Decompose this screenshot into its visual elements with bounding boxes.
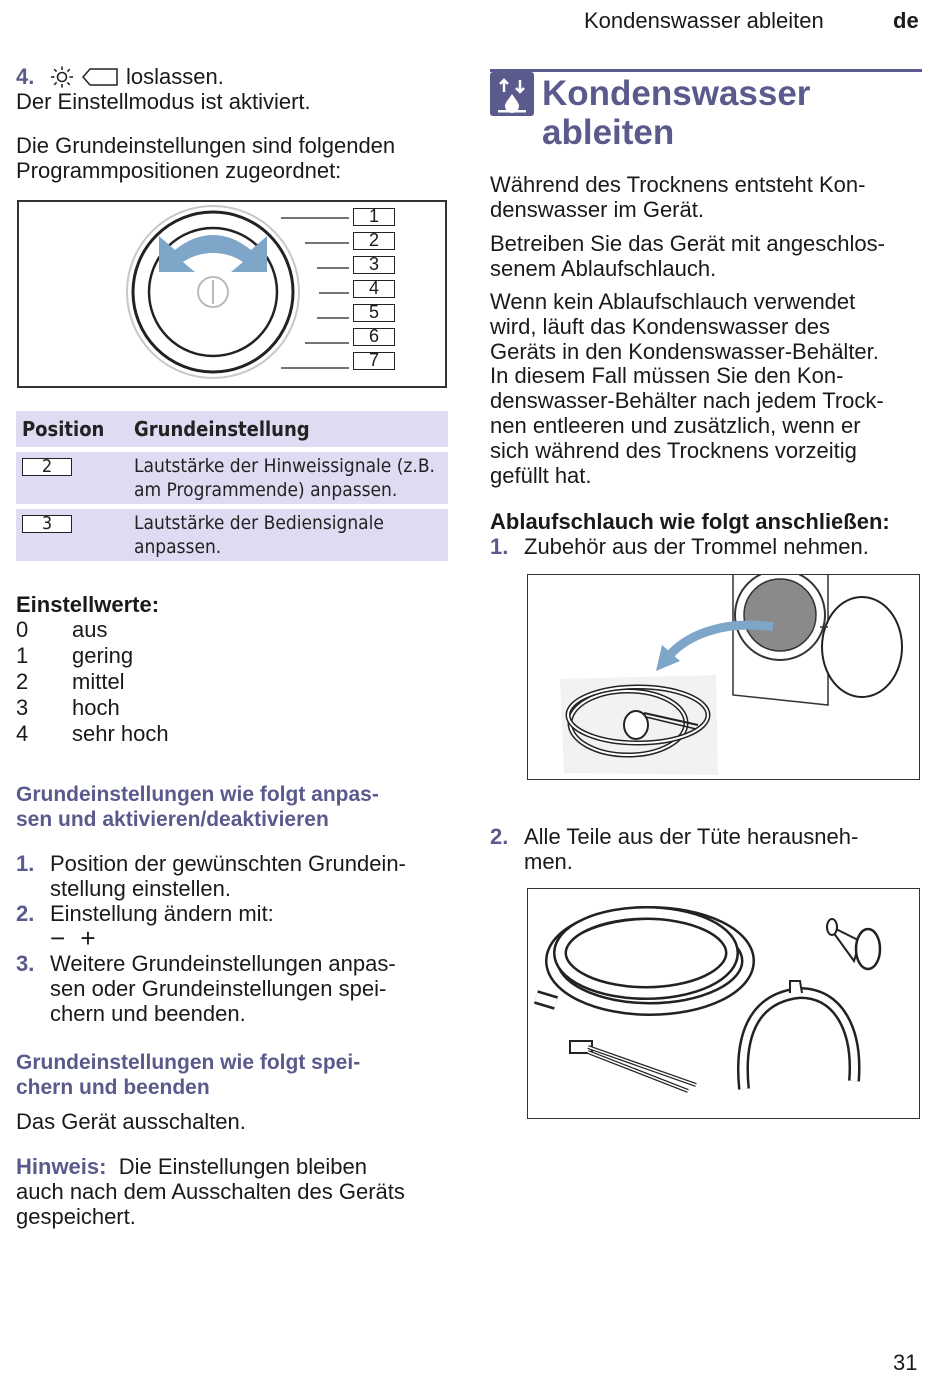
row-position: 3: [22, 515, 72, 533]
paragraph-2: Betreiben Sie das Gerät mit angeschlos- senem Ablaufschlauch.: [490, 231, 885, 281]
settings-table: [16, 406, 448, 566]
steps-list: [16, 851, 456, 1026]
language-tag: de: [893, 8, 919, 33]
step-4-text: loslassen.: [126, 64, 224, 89]
step-4-sub: Der Einstellmodus ist aktiviert.: [16, 89, 311, 114]
row-desc-line2: am Programmende) anpassen.: [134, 479, 398, 501]
page-number: 31: [893, 1350, 918, 1375]
list-item: 2. Einstellung ändern mit: − +: [16, 901, 274, 953]
subheading-save: Grundeinstellungen wie folgt spei- chern und beenden: [16, 1051, 361, 1099]
position-6: 6: [353, 328, 395, 346]
subheading-adjust: Grundeinstellungen wie folgt anpas- sen und aktivieren/deaktivieren: [16, 783, 379, 831]
paragraph-3: Wenn kein Ablaufschlauch verwendet wird, läuft das Kondenswasser des Geräts in den Kondenswasser-Behälter. In diesem Fall müssen Sie den Kon- denswasser-Behälter nach jedem Trock- nen entleeren und zusätzlich, wenn er sich während des Trocknens vorzeitig gefüllt hat.: [490, 289, 884, 488]
row-desc-line1: Lautstärke der Hinweissignale (z.B.: [134, 455, 435, 477]
button-icon: [82, 68, 118, 86]
list-item: 3 hoch: [16, 695, 120, 720]
list-item: 1 gering: [16, 643, 134, 668]
dial-figure: [17, 200, 447, 388]
list-item: 1. Position der gewünschten Grundein- stellung einstellen.: [16, 851, 406, 901]
drum-figure: [527, 574, 920, 780]
position-labels: [353, 208, 395, 370]
header-setting: Grundeinstellung: [128, 411, 448, 447]
table-row: [16, 509, 448, 561]
running-header: Kondenswasser ableiten: [584, 8, 824, 33]
table-row: [16, 452, 448, 504]
sun-icon: [50, 66, 74, 88]
parts-figure: [527, 888, 920, 1119]
row-desc-line2: anpassen.: [134, 536, 222, 558]
list-item: 0 aus: [16, 617, 108, 642]
page-title: Kondenswasser ableiten: [542, 74, 811, 152]
values-block: [16, 592, 316, 747]
step-number: 4.: [16, 64, 35, 89]
subheading-connect: Ablaufschlauch wie folgt anschließen:: [490, 509, 890, 534]
title-rule: [490, 69, 922, 72]
row-desc-line1: Lautstärke der Bediensignale: [134, 512, 384, 534]
paragraph-1: Während des Trocknens entsteht Kon- denswasser im Gerät.: [490, 172, 866, 222]
values-title: Einstellwerte:: [16, 592, 160, 617]
list-item: 3. Weitere Grundeinstellungen anpas- sen oder Grundeinstellungen spei- chern und beenden.: [16, 951, 396, 1026]
list-item: 2. Alle Teile aus der Tüte herausneh- men.: [490, 824, 859, 874]
table-header-row: [16, 411, 448, 447]
off-text: Das Gerät ausschalten.: [16, 1109, 246, 1134]
position-4: 4: [353, 280, 395, 298]
header-position: Position: [16, 411, 128, 447]
list-item: 4 sehr hoch: [16, 721, 169, 746]
position-3: 3: [353, 256, 395, 274]
list-item: 1. Zubehör aus der Trommel nehmen.: [490, 534, 869, 559]
position-2: 2: [353, 232, 395, 250]
step-4: [16, 64, 456, 114]
row-position: 2: [22, 458, 72, 476]
intro-text: Die Grundeinstellungen sind folgenden Programmpositionen zugeordnet:: [16, 133, 396, 183]
list-item: 2 mittel: [16, 669, 125, 694]
minus-plus-icon: − +: [50, 923, 100, 953]
position-7: 7: [353, 352, 395, 370]
drum-illustration: [528, 575, 918, 778]
position-5: 5: [353, 304, 395, 322]
parts-illustration: [528, 889, 918, 1117]
note-label: Hinweis:: [16, 1154, 107, 1179]
drain-icon: [490, 72, 534, 116]
position-1: 1: [353, 208, 395, 226]
note: Hinweis: Die Einstellungen bleiben auch nach dem Ausschalten des Geräts gespeichert.: [16, 1154, 405, 1229]
